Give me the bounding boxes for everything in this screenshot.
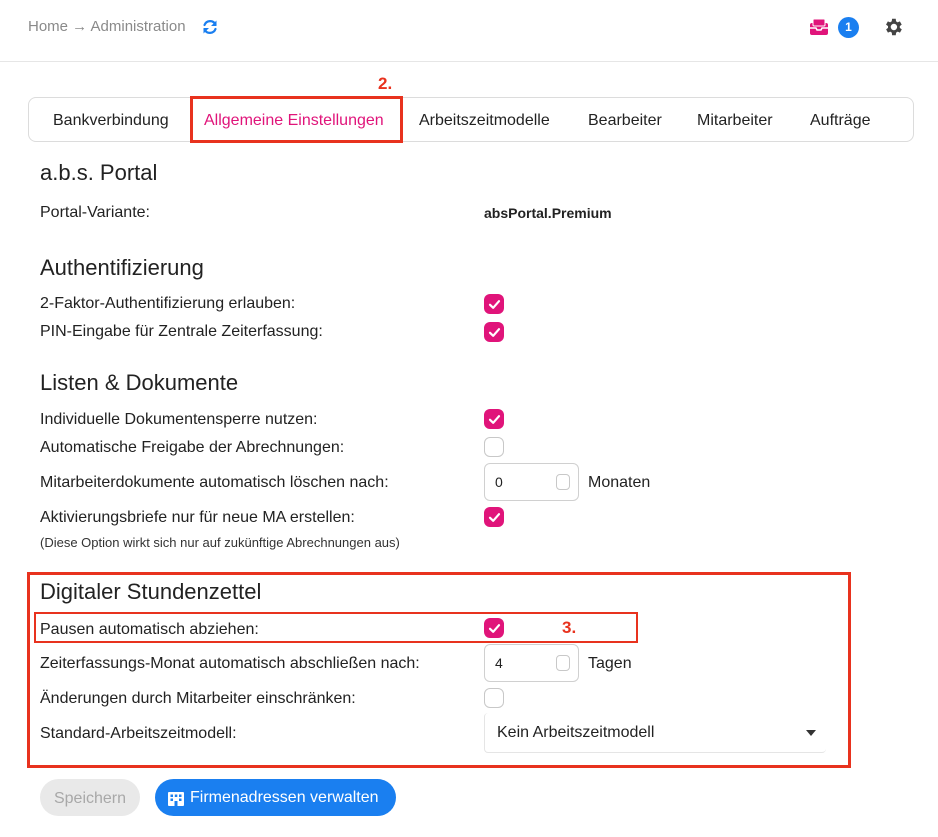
activation-letters-checkbox[interactable] xyxy=(484,507,504,527)
manage-addresses-label: Firmenadressen verwalten xyxy=(190,789,379,806)
default-model-select[interactable] xyxy=(484,713,826,753)
pin-entry-label: PIN-Eingabe für Zentrale Zeiterfassung: xyxy=(40,323,323,340)
auto-breaks-label: Pausen automatisch abziehen: xyxy=(40,621,259,638)
two-factor-checkbox[interactable] xyxy=(484,294,504,314)
pin-entry-checkbox[interactable] xyxy=(484,322,504,342)
auto-delete-unit: Monaten xyxy=(588,474,651,491)
check-icon xyxy=(488,622,501,635)
section-title-documents: Listen & Dokumente xyxy=(40,370,239,395)
default-model-value: Kein Arbeitszeitmodell xyxy=(497,724,655,741)
tab-bankverbindung[interactable]: Bankverbindung xyxy=(53,112,169,129)
breadcrumb[interactable]: Home → Administration xyxy=(28,18,186,35)
auto-close-month-label: Zeiterfassungs-Monat automatisch abschließen nach: xyxy=(40,655,420,672)
restrict-changes-checkbox[interactable] xyxy=(484,688,504,708)
auto-delete-months-input[interactable] xyxy=(484,463,579,501)
activation-letters-note: (Diese Option wirkt sich nur auf zukünftige Abrechnungen aus) xyxy=(40,535,400,550)
manage-addresses-button[interactable] xyxy=(155,779,396,816)
stepper-icon[interactable] xyxy=(556,655,570,671)
section-title-authentication: Authentifizierung xyxy=(40,255,204,280)
auto-delete-label: Mitarbeiterdokumente automatisch löschen nach: xyxy=(40,474,389,491)
auto-close-unit: Tagen xyxy=(588,655,632,672)
portal-variant-label: Portal-Variante: xyxy=(40,204,150,221)
check-icon xyxy=(488,511,501,524)
tab-bearbeiter[interactable]: Bearbeiter xyxy=(588,112,662,129)
top-bar xyxy=(0,0,938,62)
tab-bar xyxy=(28,97,914,142)
check-icon xyxy=(488,326,501,339)
annotation-tab-highlight xyxy=(190,96,403,143)
document-lock-checkbox[interactable] xyxy=(484,409,504,429)
section-title-portal: a.b.s. Portal xyxy=(40,160,158,185)
two-factor-label: 2-Faktor-Authentifizierung erlauben: xyxy=(40,295,296,312)
document-lock-label: Individuelle Dokumentensperre nutzen: xyxy=(40,411,318,428)
building-icon xyxy=(167,789,185,807)
default-model-label: Standard-Arbeitszeitmodell: xyxy=(40,725,237,742)
tab-allgemeine-einstellungen[interactable]: Allgemeine Einstellungen xyxy=(204,112,384,129)
save-button[interactable]: Speichern xyxy=(40,779,140,816)
notification-badge[interactable]: 1 xyxy=(838,17,859,38)
restrict-changes-label: Änderungen durch Mitarbeiter einschränken: xyxy=(40,690,356,707)
auto-close-days-input[interactable] xyxy=(484,644,579,682)
activation-letters-label: Aktivierungsbriefe nur für neue MA erstellen: xyxy=(40,509,355,526)
annotation-step-2: 2. xyxy=(378,74,393,93)
refresh-icon[interactable] xyxy=(200,17,220,37)
gear-icon[interactable] xyxy=(882,16,904,38)
tab-mitarbeiter[interactable]: Mitarbeiter xyxy=(697,112,773,129)
auto-release-checkbox[interactable] xyxy=(484,437,504,457)
stepper-icon[interactable] xyxy=(556,474,570,490)
inbox-icon[interactable] xyxy=(808,17,830,37)
caret-down-icon xyxy=(806,730,816,736)
auto-delete-months-value: 0 xyxy=(495,474,503,490)
section-title-timesheet: Digitaler Stundenzettel xyxy=(40,579,262,604)
auto-close-days-value: 4 xyxy=(495,655,503,671)
check-icon xyxy=(488,413,501,426)
auto-release-label: Automatische Freigabe der Abrechnungen: xyxy=(40,439,345,456)
portal-variant-value: absPortal.Premium xyxy=(484,205,612,221)
annotation-step-3: 3. xyxy=(562,618,577,637)
tab-auftraege[interactable]: Aufträge xyxy=(810,112,871,129)
tab-arbeitszeitmodelle[interactable]: Arbeitszeitmodelle xyxy=(419,112,550,129)
check-icon xyxy=(488,298,501,311)
auto-breaks-checkbox[interactable] xyxy=(484,618,504,638)
